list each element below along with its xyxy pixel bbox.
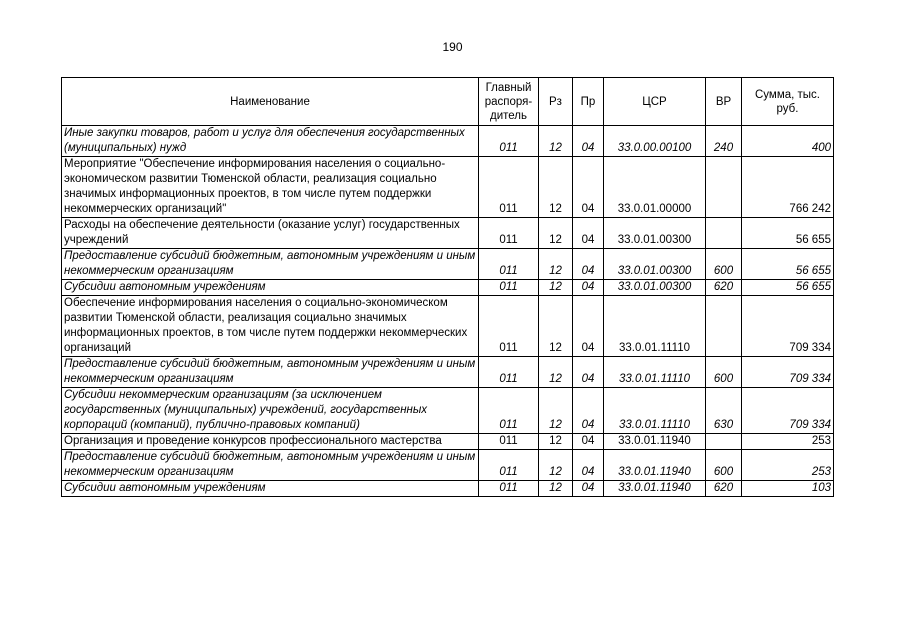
cell-name: Субсидии автономным учреждениям: [62, 481, 479, 497]
cell-vr: 620: [706, 481, 742, 497]
table-row: [62, 280, 834, 296]
cell-vr: 600: [706, 357, 742, 388]
cell-pr: 04: [573, 280, 604, 296]
table-body: [62, 126, 834, 497]
cell-csr: 33.0.01.00000: [604, 157, 706, 218]
cell-vr: [706, 434, 742, 450]
cell-sum: 56 655: [742, 280, 834, 296]
cell-vr: 240: [706, 126, 742, 157]
cell-grbs: 011: [479, 481, 539, 497]
cell-grbs: 011: [479, 388, 539, 434]
cell-name: Предоставление субсидий бюджетным, автономным учреждениям и иным некоммерческим организациям: [62, 357, 479, 388]
cell-grbs: 011: [479, 357, 539, 388]
cell-pr: 04: [573, 218, 604, 249]
cell-csr: 33.0.01.11940: [604, 450, 706, 481]
table-row: [62, 157, 834, 218]
cell-sum: 103: [742, 481, 834, 497]
cell-rz: 12: [539, 157, 573, 218]
cell-rz: 12: [539, 434, 573, 450]
table-row: [62, 450, 834, 481]
cell-rz: 12: [539, 481, 573, 497]
cell-sum: 56 655: [742, 218, 834, 249]
cell-name: Обеспечение информирования населения о социально-экономическом развитии Тюменской области, реализация социально значимых информационных проектов, в том числе путем поддержки некоммерческих организаций: [62, 296, 479, 357]
cell-csr: 33.0.01.00300: [604, 280, 706, 296]
cell-name: Предоставление субсидий бюджетным, автономным учреждениям и иным некоммерческим организациям: [62, 249, 479, 280]
cell-sum: 400: [742, 126, 834, 157]
cell-rz: 12: [539, 249, 573, 280]
cell-name: Субсидии автономным учреждениям: [62, 280, 479, 296]
table-row: [62, 126, 834, 157]
table-row: [62, 357, 834, 388]
table-row: [62, 388, 834, 434]
cell-vr: 600: [706, 249, 742, 280]
header-pr: Пр: [573, 78, 604, 126]
cell-sum: 253: [742, 434, 834, 450]
table-row: [62, 434, 834, 450]
cell-csr: 33.0.01.11940: [604, 434, 706, 450]
table-row: [62, 481, 834, 497]
cell-vr: [706, 157, 742, 218]
header-csr: ЦСР: [604, 78, 706, 126]
cell-csr: 33.0.01.11940: [604, 481, 706, 497]
cell-sum: 709 334: [742, 388, 834, 434]
header-rz: Рз: [539, 78, 573, 126]
cell-grbs: 011: [479, 434, 539, 450]
cell-csr: 33.0.01.00300: [604, 218, 706, 249]
cell-csr: 33.0.01.00300: [604, 249, 706, 280]
cell-pr: 04: [573, 296, 604, 357]
cell-name: Мероприятие "Обеспечение информирования населения о социально-экономическом развитии Тюменской области, реализация социально значимых информационных проектов, в том числе путем поддержки некоммерческих организаций": [62, 157, 479, 218]
cell-pr: 04: [573, 481, 604, 497]
cell-csr: 33.0.01.11110: [604, 296, 706, 357]
cell-vr: 620: [706, 280, 742, 296]
table-header-row: [62, 78, 834, 126]
header-name: Наименование: [62, 78, 479, 126]
cell-rz: 12: [539, 357, 573, 388]
cell-rz: 12: [539, 126, 573, 157]
cell-pr: 04: [573, 434, 604, 450]
cell-vr: 630: [706, 388, 742, 434]
cell-rz: 12: [539, 280, 573, 296]
budget-table: [61, 77, 834, 497]
cell-grbs: 011: [479, 157, 539, 218]
table-row: [62, 296, 834, 357]
cell-sum: 709 334: [742, 357, 834, 388]
cell-grbs: 011: [479, 218, 539, 249]
cell-sum: 253: [742, 450, 834, 481]
cell-pr: 04: [573, 249, 604, 280]
cell-grbs: 011: [479, 296, 539, 357]
header-sum: Сумма, тыс. руб.: [742, 78, 834, 126]
cell-csr: 33.0.01.11110: [604, 357, 706, 388]
cell-sum: 766 242: [742, 157, 834, 218]
cell-pr: 04: [573, 450, 604, 481]
cell-pr: 04: [573, 388, 604, 434]
table-row: [62, 249, 834, 280]
page-number: 190: [442, 40, 463, 54]
cell-vr: [706, 296, 742, 357]
cell-name: Субсидии некоммерческим организациям (за исключением государственных (муниципальных) учреждений, государственных корпораций (компаний), публично-правовых компаний): [62, 388, 479, 434]
table-row: [62, 218, 834, 249]
cell-pr: 04: [573, 157, 604, 218]
cell-grbs: 011: [479, 280, 539, 296]
cell-csr: 33.0.01.11110: [604, 388, 706, 434]
cell-grbs: 011: [479, 249, 539, 280]
cell-vr: 600: [706, 450, 742, 481]
header-grbs: Главный распоря-дитель: [479, 78, 539, 126]
cell-grbs: 011: [479, 126, 539, 157]
cell-rz: 12: [539, 450, 573, 481]
cell-pr: 04: [573, 357, 604, 388]
cell-name: Расходы на обеспечение деятельности (оказание услуг) государственных учреждений: [62, 218, 479, 249]
cell-pr: 04: [573, 126, 604, 157]
cell-rz: 12: [539, 218, 573, 249]
cell-rz: 12: [539, 296, 573, 357]
cell-name: Организация и проведение конкурсов профессионального мастерства: [62, 434, 479, 450]
cell-sum: 56 655: [742, 249, 834, 280]
cell-csr: 33.0.00.00100: [604, 126, 706, 157]
cell-grbs: 011: [479, 450, 539, 481]
cell-name: Предоставление субсидий бюджетным, автономным учреждениям и иным некоммерческим организациям: [62, 450, 479, 481]
cell-rz: 12: [539, 388, 573, 434]
cell-name: Иные закупки товаров, работ и услуг для обеспечения государственных (муниципальных) нужд: [62, 126, 479, 157]
cell-sum: 709 334: [742, 296, 834, 357]
cell-vr: [706, 218, 742, 249]
header-vr: ВР: [706, 78, 742, 126]
